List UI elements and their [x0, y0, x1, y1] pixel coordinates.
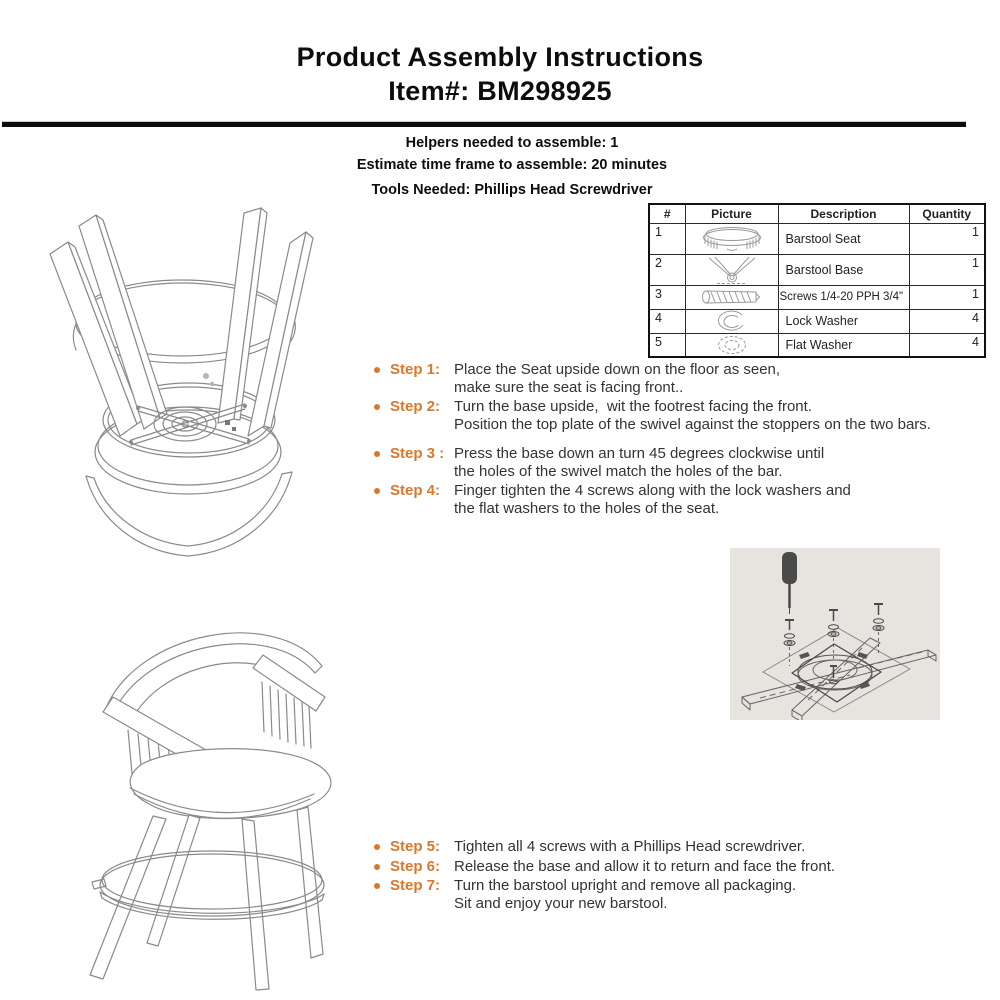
- table-row: [649, 309, 985, 333]
- step-label: Step 4:: [390, 482, 441, 499]
- page-title: [0, 40, 1000, 108]
- part-picture: [685, 223, 778, 254]
- bullet-icon: [374, 367, 380, 373]
- part-quantity: 4: [909, 333, 985, 357]
- flat-washer-icon: [690, 334, 774, 356]
- step-7: [374, 877, 998, 912]
- step-line: Place the Seat upside down on the floor as seen,: [454, 361, 781, 378]
- divider-rule: [2, 121, 966, 127]
- part-picture: [685, 254, 778, 285]
- part-picture: [685, 309, 778, 333]
- step-line: the holes of the swivel match the holes of the bar.: [454, 462, 783, 480]
- title-line-2: Item#: BM298925: [388, 76, 612, 106]
- lock-washer-icon: [690, 310, 774, 333]
- barstool-seat-icon: [690, 224, 774, 253]
- part-quantity: 1: [909, 254, 985, 285]
- part-quantity: 1: [909, 223, 985, 254]
- tools-needed-line: Tools Needed: Phillips Head Screwdriver: [371, 182, 653, 198]
- step-label: Step 7:: [390, 877, 441, 894]
- part-description: Barstool Base: [778, 254, 909, 285]
- part-quantity: 1: [909, 285, 985, 309]
- step-line: Position the top plate of the swivel against the stoppers on the two bars.: [454, 415, 931, 433]
- col-header-quantity: Quantity: [909, 204, 985, 223]
- step-line: Finger tighten the 4 screws along with the lock washers and: [454, 482, 851, 499]
- step-2: [374, 398, 998, 433]
- step-line: Tighten all 4 screws with a Phillips Head screwdriver.: [454, 838, 806, 855]
- col-header-num: #: [649, 204, 685, 223]
- step-line: Release the base and allow it to return and face the front.: [454, 857, 836, 875]
- step-text: [454, 838, 805, 856]
- bullet-icon: [374, 864, 380, 870]
- swivel-assembly-diagram: [730, 548, 940, 720]
- step-label: Step 1:: [390, 361, 441, 378]
- part-num: 1: [649, 223, 685, 254]
- title-line-1: Product Assembly Instructions: [296, 42, 704, 72]
- step-text: [454, 877, 796, 912]
- step-text: [454, 445, 824, 480]
- step-label: Step 2:: [390, 398, 441, 415]
- step-text: [454, 361, 780, 396]
- bullet-icon: [374, 451, 380, 457]
- col-header-picture: Picture: [685, 204, 778, 223]
- step-line: Turn the barstool upright and remove all packaging.: [454, 877, 797, 894]
- step-text: [454, 858, 835, 876]
- table-row: [649, 333, 985, 357]
- part-num: 3: [649, 285, 685, 309]
- part-description: Screws 1/4-20 PPH 3/4": [778, 285, 909, 309]
- step-line: make sure the seat is facing front..: [454, 378, 684, 396]
- step-5: [374, 838, 998, 856]
- part-num: 4: [649, 309, 685, 333]
- bullet-icon: [374, 883, 380, 889]
- table-header-row: [649, 204, 985, 223]
- step-6: [374, 858, 998, 876]
- step-label: Step 3 :: [390, 445, 445, 462]
- parts-table: [648, 203, 986, 358]
- part-num: 5: [649, 333, 685, 357]
- assembled-barstool-drawing: [50, 602, 370, 992]
- step-label: Step 6:: [390, 857, 441, 875]
- bullet-icon: [374, 844, 380, 850]
- helpers-needed-line: Helpers needed to assemble: 1: [405, 135, 619, 151]
- step-4: [374, 482, 998, 517]
- step-text: [454, 398, 931, 433]
- assembly-steps-1-4: [374, 359, 998, 517]
- table-row: [649, 254, 985, 285]
- table-row: [649, 285, 985, 309]
- time-frame-line: Estimate time frame to assemble: 20 minutes: [356, 157, 668, 173]
- assembly-steps-5-7: [374, 836, 998, 912]
- part-num: 2: [649, 254, 685, 285]
- part-picture: [685, 333, 778, 357]
- step-3: [374, 445, 998, 480]
- part-description: Barstool Seat: [778, 223, 909, 254]
- step-line: Sit and enjoy your new barstool.: [454, 894, 668, 912]
- step-text: [454, 482, 851, 517]
- table-row: [649, 223, 985, 254]
- upside-down-barstool-drawing: [28, 190, 358, 570]
- step-line: Turn the base upside, wit the footrest facing the front.: [454, 398, 812, 415]
- screw-icon: [690, 286, 774, 308]
- step-line: the flat washers to the holes of the seat.: [454, 499, 720, 517]
- step-line: Press the base down an turn 45 degrees clockwise until: [454, 445, 825, 462]
- step-label: Step 5:: [390, 838, 441, 855]
- barstool-base-icon: [690, 255, 774, 285]
- part-picture: [685, 285, 778, 309]
- part-description: Lock Washer: [778, 309, 909, 333]
- part-description: Flat Washer: [778, 333, 909, 357]
- col-header-description: Description: [778, 204, 909, 223]
- step-1: [374, 361, 998, 396]
- part-quantity: 4: [909, 309, 985, 333]
- bullet-icon: [374, 404, 380, 410]
- bullet-icon: [374, 488, 380, 494]
